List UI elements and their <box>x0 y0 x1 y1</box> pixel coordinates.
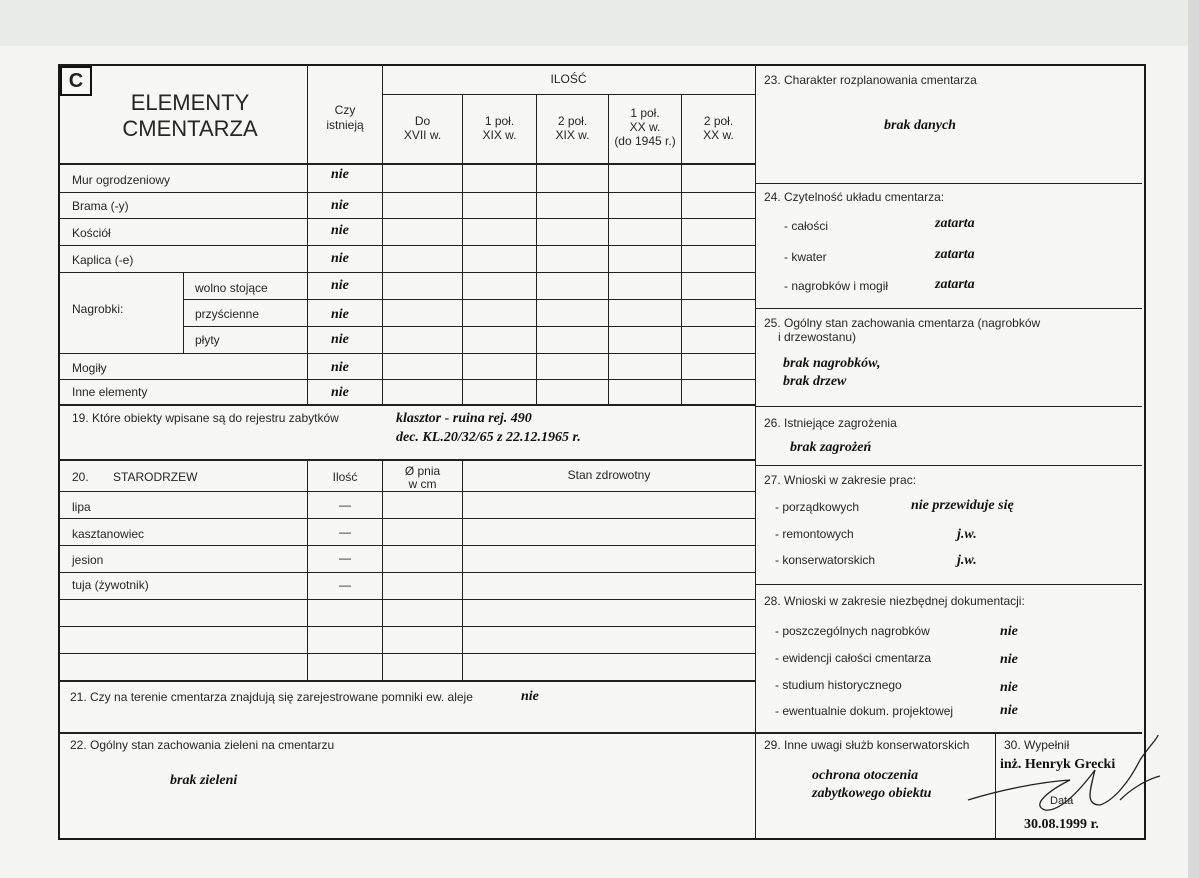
s25-value-2: brak drzew <box>783 374 847 389</box>
header-exists-l2: istnieją <box>326 118 364 132</box>
element-label: Kościół <box>72 226 111 240</box>
element-label: przyścienne <box>195 307 260 321</box>
s28-item-value: nie <box>1000 703 1018 718</box>
s28-item-label: - poszczególnych nagrobków <box>775 624 930 638</box>
col-header-3: 2 poł. <box>557 114 588 128</box>
s22-value: brak zieleni <box>170 773 238 788</box>
tree-name: jesion <box>72 553 104 567</box>
s27-item-value: j.w. <box>957 527 977 542</box>
s26-value: brak zagrożeń <box>790 440 872 455</box>
col-header-3b: XIX w. <box>555 128 590 142</box>
tree-qty: — <box>339 551 351 565</box>
s27-item-label: - porządkowych <box>775 500 860 514</box>
element-value: nie <box>331 198 349 213</box>
tree-name: tuja (żywotnik) <box>72 578 149 592</box>
s29-value-2: zabytkowego obiektu <box>812 786 932 801</box>
s20-health-header: Stan zdrowotny <box>567 468 651 482</box>
s26-label: 26. Istniejące zagrożenia <box>764 416 897 430</box>
element-value: nie <box>331 223 349 238</box>
s19-value-1: klasztor - ruina rej. 490 <box>396 411 532 426</box>
tree-name: kasztanowiec <box>72 527 145 541</box>
col-header-5b: XX w. <box>703 128 734 142</box>
element-value: nie <box>331 251 349 266</box>
section-letter: C <box>60 66 92 96</box>
s27-item-label: - remontowych <box>775 527 854 541</box>
element-label: płyty <box>195 333 220 347</box>
element-label: wolno stojące <box>195 281 268 295</box>
s24-item-value: zatarta <box>935 277 975 292</box>
col-header-1: Do <box>414 114 431 128</box>
header-quantity: ILOŚĆ <box>550 72 587 86</box>
s24-item-value: zatarta <box>935 247 975 262</box>
header-exists-l1: Czy <box>334 103 356 117</box>
s19-value-2: dec. KL.20/32/65 z 22.12.1965 r. <box>396 430 581 445</box>
s30-date-label: Data <box>1050 795 1074 807</box>
s20-diam-header-1: Ø pnia <box>404 464 441 478</box>
s27-item-value: nie przewiduje się <box>911 498 1014 513</box>
col-header-1b: XVII w. <box>403 128 442 142</box>
s20-number: 20. <box>72 470 89 484</box>
tree-name: lipa <box>72 500 91 514</box>
element-label: Mogiły <box>72 361 107 375</box>
s28-item-label: - studium historycznego <box>775 678 902 692</box>
s28-item-label: - ewidencji całości cmentarza <box>775 651 932 665</box>
s20-diam-header-2: w cm <box>408 477 437 491</box>
col-header-2b: XIX w. <box>482 128 517 142</box>
tree-qty: — <box>339 498 351 512</box>
s27-item-label: - konserwatorskich <box>775 553 876 567</box>
s20-title: STARODRZEW <box>113 470 198 484</box>
s21-value: nie <box>521 689 539 704</box>
s25-label-1: 25. Ogólny stan zachowania cmentarza (nagrobków <box>764 316 1041 330</box>
s28-item-label: - ewentualnie dokum. projektowej <box>775 704 954 718</box>
s25-label-2: i drzewostanu) <box>778 330 857 344</box>
element-label: Mur ogrodzeniowy <box>72 173 171 187</box>
col-header-2: 1 poł. <box>484 114 515 128</box>
s28-item-value: nie <box>1000 624 1018 639</box>
element-value: nie <box>331 307 349 322</box>
col-header-4b: XX w. <box>629 120 661 134</box>
s19-label: 19. Które obiekty wpisane są do rejestru zabytków <box>72 411 339 425</box>
element-label: Kaplica (-e) <box>72 253 134 267</box>
s24-item-label: - nagrobków i mogił <box>784 279 889 293</box>
element-value: nie <box>331 332 349 347</box>
s22-label: 22. Ogólny stan zachowania zieleni na cmentarzu <box>70 738 335 752</box>
element-value: nie <box>331 167 349 182</box>
s28-label: 28. Wnioski w zakresie niezbędnej dokumentacji: <box>764 594 1025 608</box>
s27-label: 27. Wnioski w zakresie prac: <box>764 473 917 487</box>
s24-item-label: - całości <box>784 219 829 233</box>
s29-label: 29. Inne uwagi służb konserwatorskich <box>764 738 970 752</box>
element-value: nie <box>331 278 349 293</box>
s24-item-value: zatarta <box>935 216 975 231</box>
element-value: nie <box>331 385 349 400</box>
col-header-4: 1 poł. <box>630 106 660 120</box>
title-line-1: ELEMENTY <box>130 90 250 115</box>
s23-label: 23. Charakter rozplanowania cmentarza <box>764 73 977 87</box>
element-label: Brama (-y) <box>72 199 129 213</box>
s23-value: brak danych <box>884 118 956 133</box>
s30-name: inż. Henryk Grecki <box>1000 757 1116 772</box>
tree-qty: — <box>339 525 351 539</box>
col-header-4c: (do 1945 r.) <box>614 134 676 148</box>
s30-label: 30. Wypełnił <box>1004 738 1070 752</box>
s28-item-value: nie <box>1000 680 1018 695</box>
col-header-5: 2 poł. <box>703 114 734 128</box>
element-value: nie <box>331 360 349 375</box>
element-label: Inne elementy <box>72 385 148 399</box>
tree-qty: — <box>339 578 351 592</box>
s27-item-value: j.w. <box>957 553 977 568</box>
title-line-2: CMENTARZA <box>122 116 258 141</box>
s20-qty-header: Ilość <box>332 470 358 484</box>
s25-value-1: brak nagrobków, <box>783 356 881 371</box>
s29-value-1: ochrona otoczenia <box>812 768 919 783</box>
s21-label: 21. Czy na terenie cmentarza znajdują się zarejestrowane pomniki ew. aleje <box>70 690 473 704</box>
s24-label: 24. Czytelność układu cmentarza: <box>764 190 945 204</box>
s24-item-label: - kwater <box>784 250 827 264</box>
nagrobki-label: Nagrobki: <box>72 302 124 316</box>
s28-item-value: nie <box>1000 652 1018 667</box>
s30-date: 30.08.1999 r. <box>1024 817 1099 832</box>
